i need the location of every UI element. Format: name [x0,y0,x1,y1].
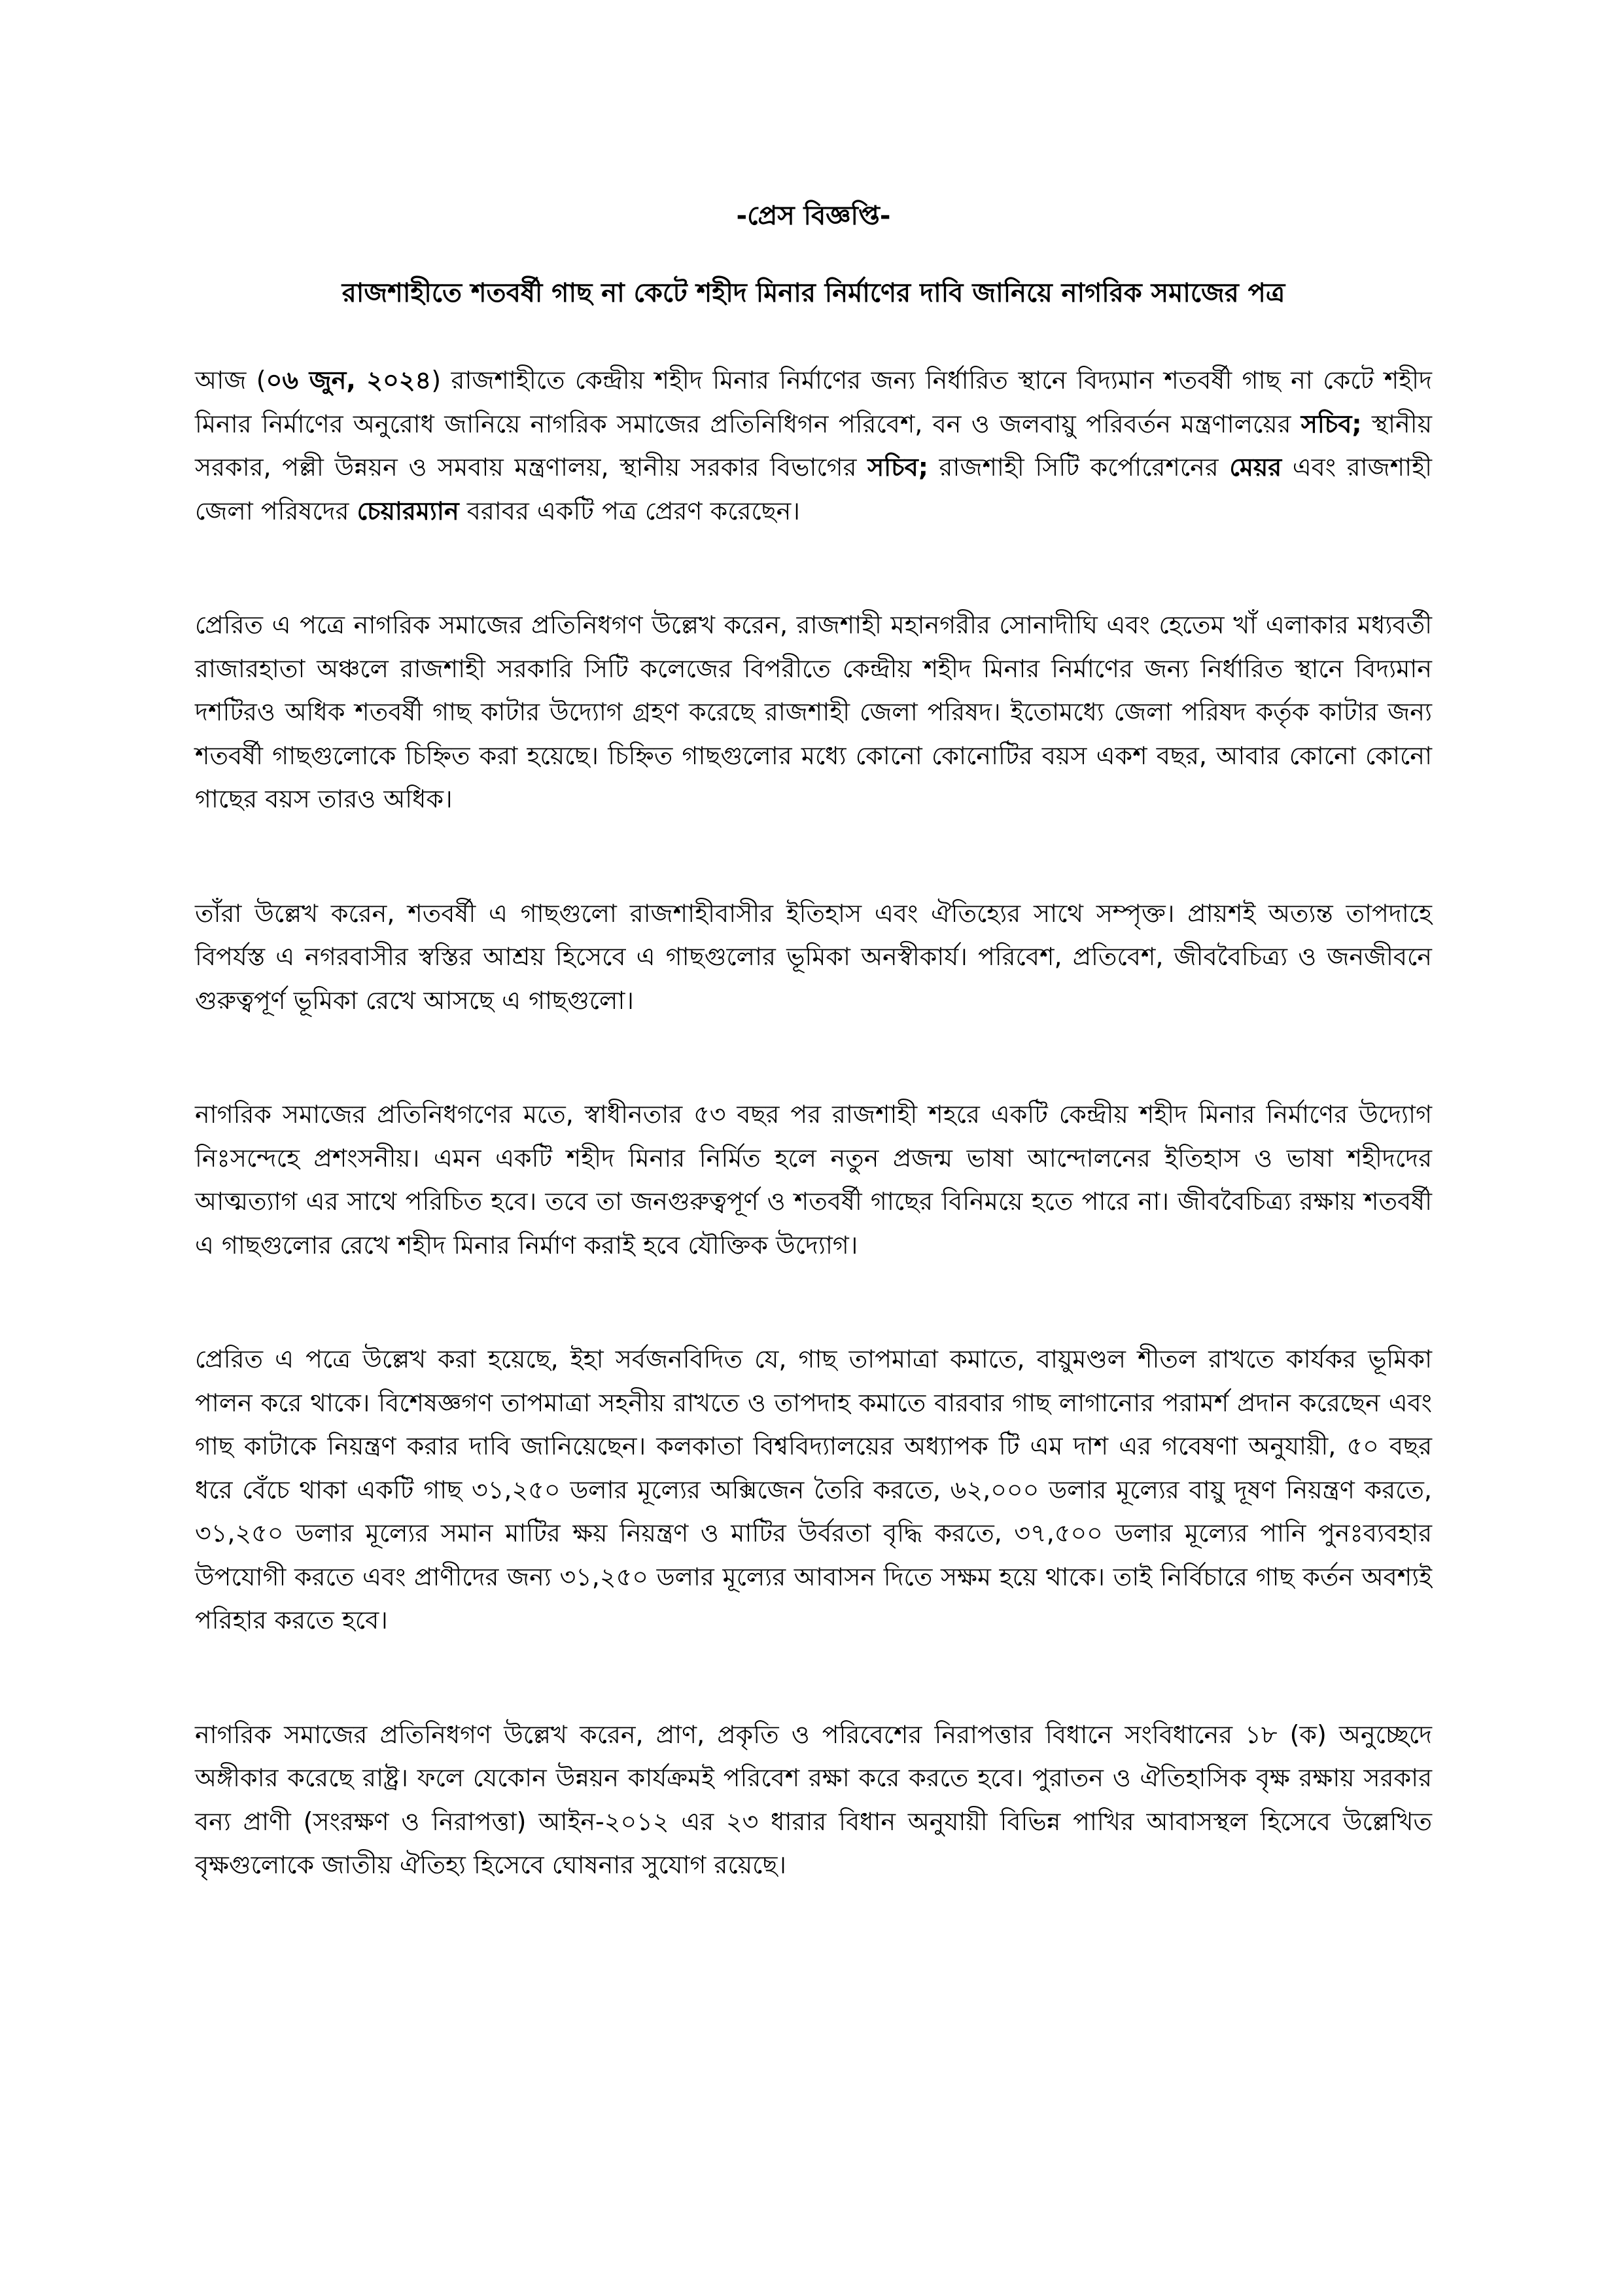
paragraph-1 [195,359,1432,533]
paragraph-4: নাগরিক সমাজের প্রতিনিধগণের মতে, স্বাধীনতার ৫৩ বছর পর রাজশাহী শহরে একটি কেন্দ্রীয় শহীদ মিনার নির্মাণের উদ্যোগ নিঃসন্দেহে প্রশংসনীয়। এমন একটি শহীদ মিনার নির্মিত হলে নতুন প্রজন্ম ভাষা আন্দোলনের ইতিহাস ও ভাষা শহীদদের আত্মত্যাগ এর সাথে পরিচিত হবে। তবে তা জনগুরুত্বপূর্ণ ও শতবর্ষী গাছের বিনিময়ে হতে পারে না। জীববৈচিত্র্য রক্ষায় শতবর্ষী এ গাছগুলোর রেখে শহীদ মিনার নির্মাণ করাই হবে যৌক্তিক উদ্যোগ। [195,1100,1432,1260]
secretary-text: সচিব; [1300,409,1362,438]
paragraph-2: প্রেরিত এ পত্রে নাগরিক সমাজের প্রতিনিধগণ উল্লেখ করেন, রাজশাহী মহানগরীর সোনাদীঘি এবং হেতেম খাঁ এলাকার মধ্যবর্তী রাজারহাতা অঞ্চলে রাজশাহী সরকারি সিটি কলেজের বিপরীতে কেন্দ্রীয় শহীদ মিনার নির্মাণের জন্য নির্ধারিত স্থানে বিদ্যমান দশটিরও অধিক শতবর্ষী গাছ কাটার উদ্যোগ গ্রহণ করেছে রাজশাহী জেলা পরিষদ। ইতোমধ্যে জেলা পরিষদ কর্তৃক কাটার জন্য শতবর্ষী গাছগুলোকে চিহ্নিত করা হয়েছে। চিহ্নিত গাছগুলোর মধ্যে কোনো কোনোটির বয়স একশ বছর, আবার কোনো কোনো গাছের বয়স তারও অধিক। [195,610,1432,813]
mayor-text: মেয়র [1229,453,1282,482]
date-text: ০৬ জুন, ২০২৪ [266,366,432,395]
paragraph-5: প্রেরিত এ পত্রে উল্লেখ করা হয়েছে, ইহা সর্বজনবিদিত যে, গাছ তাপমাত্রা কমাতে, বায়ুমণ্ডল শীতল রাখতে কার্যকর ভূমিকা পালন করে থাকে। বিশেষজ্ঞগণ তাপমাত্রা সহনীয় রাখতে ও তাপদাহ কমাতে বারবার গাছ লাগানোর পরামর্শ প্রদান করেছেন এবং গাছ কাটাকে নিয়ন্ত্রণ করার দাবি জানিয়েছেন। কলকাতা বিশ্ববিদ্যালয়ের অধ্যাপক টি এম দাশ এর গবেষণা অনুযায়ী, ৫০ বছর ধরে বেঁচে থাকা একটি গাছ ৩১,২৫০ ডলার মূল্যের অক্সিজেন তৈরি করতে, ৬২,০০০ ডলার মূল্যের বায়ু দূষণ নিয়ন্ত্রণ করতে, ৩১,২৫০ ডলার মূল্যের সমান মাটির ক্ষয় নিয়ন্ত্রণ ও মাটির উর্বরতা বৃদ্ধি করতে, ৩৭,৫০০ ডলার মূল্যের পানি পুনঃব্যবহার উপযোগী করতে এবং প্রাণীদের জন্য ৩১,২৫০ ডলার মূল্যের আবাসন দিতে সক্ষম হয়ে থাকে। তাই নির্বিচারে গাছ কর্তন অবশ্যই পরিহার করতে হবে। [195,1345,1432,1634]
headline: রাজশাহীতে শতবর্ষী গাছ না কেটে শহীদ মিনার নির্মাণের দাবি জানিয়ে নাগরিক সমাজের পত্র [341,278,1285,308]
paragraph-1-text: বরাবর একটি পত্র প্রেরণ করেছেন। [459,496,800,525]
secretary-text: সচিব; [867,453,928,482]
paragraph-1-text: এবং রাজশাহী জেলা পরিষদের [195,453,1432,525]
paragraph-1-text: স্থানীয় সরকার, পল্লী উন্নয়ন ও সমবায় মন্ত্রণালয়, স্থানীয় সরকার বিভাগের [195,409,1432,482]
paragraph-1-text: রাজশাহী সিটি কর্পোরেশনের [928,453,1230,482]
paragraph-1-text: ) রাজশাহীতে কেন্দ্রীয় শহীদ মিনার নির্মাণের জন্য নির্ধারিত স্থানে বিদ্যমান শতবর্ষী গাছ না কেটে শহীদ মিনার নির্মাণের অনুরোধ জানিয়ে নাগরিক সমাজের প্রতিনিধিগন পরিবেশ, বন ও জলবায়ু পরিবর্তন মন্ত্রণালয়ের [195,366,1432,438]
press-release-label: -প্রেস বিজ্ঞপ্তি- [736,201,891,231]
paragraph-6: নাগরিক সমাজের প্রতিনিধগণ উল্লেখ করেন, প্রাণ, প্রকৃতি ও পরিবেশের নিরাপত্তার বিধানে সংবিধানের ১৮ (ক) অনুচ্ছেদে অঙ্গীকার করেছে রাষ্ট্র। ফলে যেকোন উন্নয়ন কার্যক্রমই পরিবেশ রক্ষা করে করতে হবে। পুরাতন ও ঐতিহাসিক বৃক্ষ রক্ষায় সরকার বন্য প্রাণী (সংরক্ষণ ও নিরাপত্তা) আইন-২০১২ এর ২৩ ধারার বিধান অনুযায়ী বিভিন্ন পাখির আবাসস্থল হিসেবে উল্লেখিত বৃক্ষগুলোকে জাতীয় ঐতিহ্য হিসেবে ঘোষনার সুযোগ রয়েছে। [195,1720,1432,1879]
chairman-text: চেয়ারম্যান [357,496,459,525]
paragraph-3: তাঁরা উল্লেখ করেন, শতবর্ষী এ গাছগুলো রাজশাহীবাসীর ইতিহাস এবং ঐতিহ্যের সাথে সম্পৃক্ত। প্রায়শই অত্যন্ত তাপদাহে বিপর্যস্ত এ নগরবাসীর স্বস্তির আশ্রয় হিসেবে এ গাছগুলোর ভূমিকা অনস্বীকার্য। পরিবেশ, প্রতিবেশ, জীববৈচিত্র্য ও জনজীবনে গুরুত্বপূর্ণ ভূমিকা রেখে আসছে এ গাছগুলো। [195,898,1432,1015]
paragraph-1-text: আজ ( [195,366,266,395]
